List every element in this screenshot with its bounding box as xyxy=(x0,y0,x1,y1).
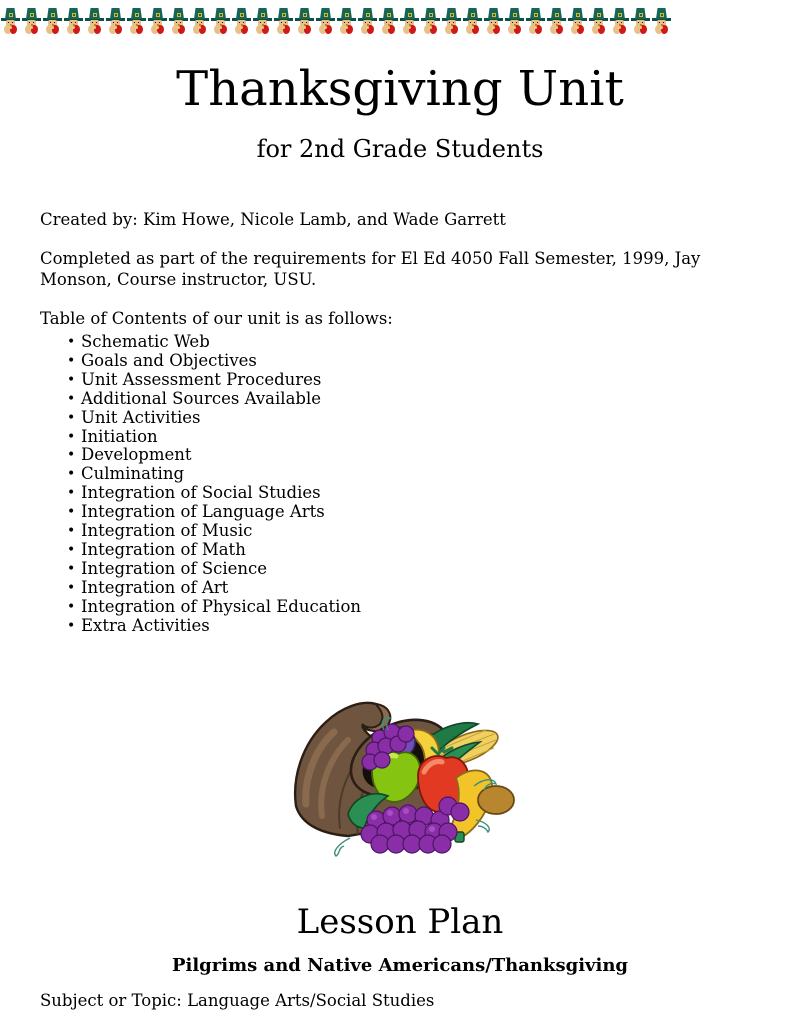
pilgrim-figure-icon xyxy=(609,6,630,36)
cornucopia-icon xyxy=(288,686,520,858)
toc-list-item: • Additional Sources Available xyxy=(67,390,640,409)
pilgrim-border-strip xyxy=(0,6,672,36)
pilgrim-figure-icon xyxy=(252,6,273,36)
pilgrim-figure-icon xyxy=(21,6,42,36)
pilgrim-figure-icon xyxy=(378,6,399,36)
pilgrim-figure-icon xyxy=(420,6,441,36)
pilgrim-figure-icon xyxy=(84,6,105,36)
pilgrim-figure-icon xyxy=(357,6,378,36)
pilgrim-figure-icon xyxy=(441,6,462,36)
toc-list-item: • Integration of Language Arts xyxy=(67,503,640,522)
toc-list-item: • Development xyxy=(67,446,640,465)
pilgrim-figure-icon xyxy=(336,6,357,36)
pilgrim-figure-icon xyxy=(147,6,168,36)
pilgrim-figure-icon xyxy=(294,6,315,36)
toc-list-item: • Integration of Music xyxy=(67,522,640,541)
toc-list-item: • Unit Activities xyxy=(67,409,640,428)
page-title: Thanksgiving Unit xyxy=(176,61,624,117)
pilgrim-figure-icon xyxy=(0,6,21,36)
toc-list-item: • Goals and Objectives xyxy=(67,352,640,371)
lesson-plan-subheading: Pilgrims and Native Americans/Thanksgiving xyxy=(171,955,629,976)
pilgrim-figure-icon xyxy=(462,6,483,36)
page-subtitle: for 2nd Grade Students xyxy=(256,135,544,163)
pilgrim-figure-icon xyxy=(315,6,336,36)
pilgrim-figure-icon xyxy=(399,6,420,36)
table-of-contents-list xyxy=(40,333,640,636)
pilgrim-figure-icon xyxy=(231,6,252,36)
pilgrim-figure-icon xyxy=(210,6,231,36)
toc-list-item: • Integration of Physical Education xyxy=(67,598,640,617)
toc-list-item: • Culminating xyxy=(67,465,640,484)
pilgrim-figure-icon xyxy=(504,6,525,36)
toc-list-item: • Initiation xyxy=(67,428,640,447)
pilgrim-figure-icon xyxy=(651,6,672,36)
pilgrim-figure-icon xyxy=(483,6,504,36)
pilgrim-figure-icon xyxy=(546,6,567,36)
toc-list-item: • Integration of Art xyxy=(67,579,640,598)
pilgrim-figure-icon xyxy=(126,6,147,36)
pilgrim-figure-icon xyxy=(273,6,294,36)
created-by-line: Created by: Kim Howe, Nicole Lamb, and Wade Garrett xyxy=(40,210,506,229)
toc-list-item: • Unit Assessment Procedures xyxy=(67,371,640,390)
subject-or-topic-line: Subject or Topic: Language Arts/Social Studies xyxy=(40,991,435,1010)
toc-intro-line: Table of Contents of our unit is as follows: xyxy=(40,309,393,329)
toc-list-item: • Extra Activities xyxy=(67,617,640,636)
toc-list-item: • Integration of Social Studies xyxy=(67,484,640,503)
toc-list-item: • Integration of Math xyxy=(67,541,640,560)
pilgrim-figure-icon xyxy=(567,6,588,36)
pilgrim-figure-icon xyxy=(588,6,609,36)
pilgrim-figure-icon xyxy=(168,6,189,36)
pilgrim-figure-icon xyxy=(630,6,651,36)
pilgrim-figure-icon xyxy=(63,6,84,36)
pilgrim-figure-icon xyxy=(42,6,63,36)
credits-block xyxy=(40,209,764,347)
pilgrim-figure-icon xyxy=(189,6,210,36)
toc-list-item: • Schematic Web xyxy=(67,333,640,352)
pilgrim-figure-icon xyxy=(105,6,126,36)
lesson-plan-heading: Lesson Plan xyxy=(296,902,504,942)
toc-list-item: • Integration of Science xyxy=(67,560,640,579)
gourd xyxy=(478,786,514,814)
completed-note: Completed as part of the requirements for El Ed 4050 Fall Semester, 1999, Jay Monson, Course instructor, USU. xyxy=(40,249,701,290)
pilgrim-figure-icon xyxy=(525,6,546,36)
